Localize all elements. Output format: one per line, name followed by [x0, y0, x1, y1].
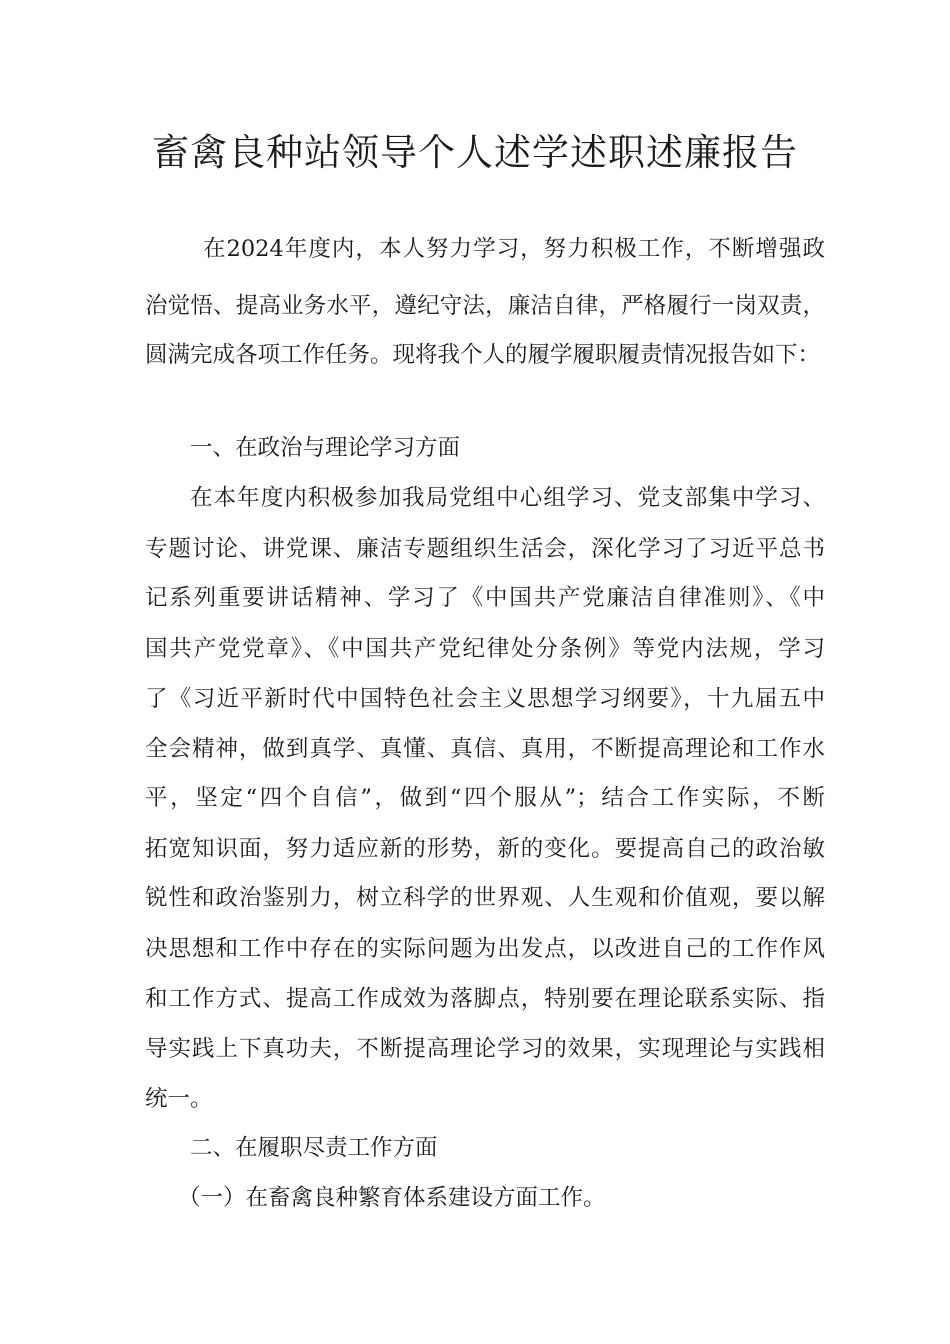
document-title: 畜禽良种站领导个人述学述职述廉报告 [152, 131, 798, 174]
paragraph-line: 平，坚定“四个自信”，做到“四个服从”；结合工作实际，不断 [145, 785, 825, 811]
intro-line: 圆满完成各项工作任务。现将我个人的履学履职履责情况报告如下： [145, 342, 821, 368]
section-heading: 一、在政治与理论学习方面 [190, 435, 461, 461]
paragraph-line: 全会精神，做到真学、真懂、真信、真用，不断提高理论和工作水 [145, 736, 825, 762]
intro-line: 在2024年度内，本人努力学习，努力积极工作，不断增强政 [203, 236, 825, 262]
paragraph-line: 决思想和工作中存在的实际问题为出发点，以改进自己的工作作风 [145, 936, 825, 962]
paragraph-line: 在本年度内积极参加我局党组中心组学习、党支部集中学习、 [190, 485, 825, 511]
paragraph-line: 拓宽知识面，努力适应新的形势，新的变化。要提高自己的政治敏 [145, 836, 825, 862]
section-heading: 二、在履职尽责工作方面 [190, 1135, 438, 1161]
paragraph-line: 统一。 [145, 1086, 213, 1112]
paragraph-line: 导实践上下真功夫，不断提高理论学习的效果，实现理论与实践相 [145, 1036, 825, 1062]
paragraph-line: 和工作方式、提高工作成效为落脚点，特别要在理论联系实际、指 [145, 986, 825, 1012]
paragraph-line: 专题讨论、讲党课、廉洁专题组织生活会，深化学习了习近平总书 [145, 536, 825, 562]
paragraph-line: 记系列重要讲话精神、学习了《中国共产党廉洁自律准则》、《中 [145, 585, 825, 611]
subsection-heading: （一）在畜禽良种繁育体系建设方面工作。 [178, 1185, 606, 1211]
paragraph-line: 国共产党党章》、《中国共产党纪律处分条例》等党内法规，学习 [145, 636, 825, 662]
paragraph-line: 了《习近平新时代中国特色社会主义思想学习纲要》，十九届五中 [145, 686, 825, 712]
intro-line: 治觉悟、提高业务水平，遵纪守法，廉洁自律，严格履行一岗双责， [145, 293, 825, 319]
paragraph-line: 锐性和政治鉴别力，树立科学的世界观、人生观和价值观，要以解 [145, 885, 825, 911]
